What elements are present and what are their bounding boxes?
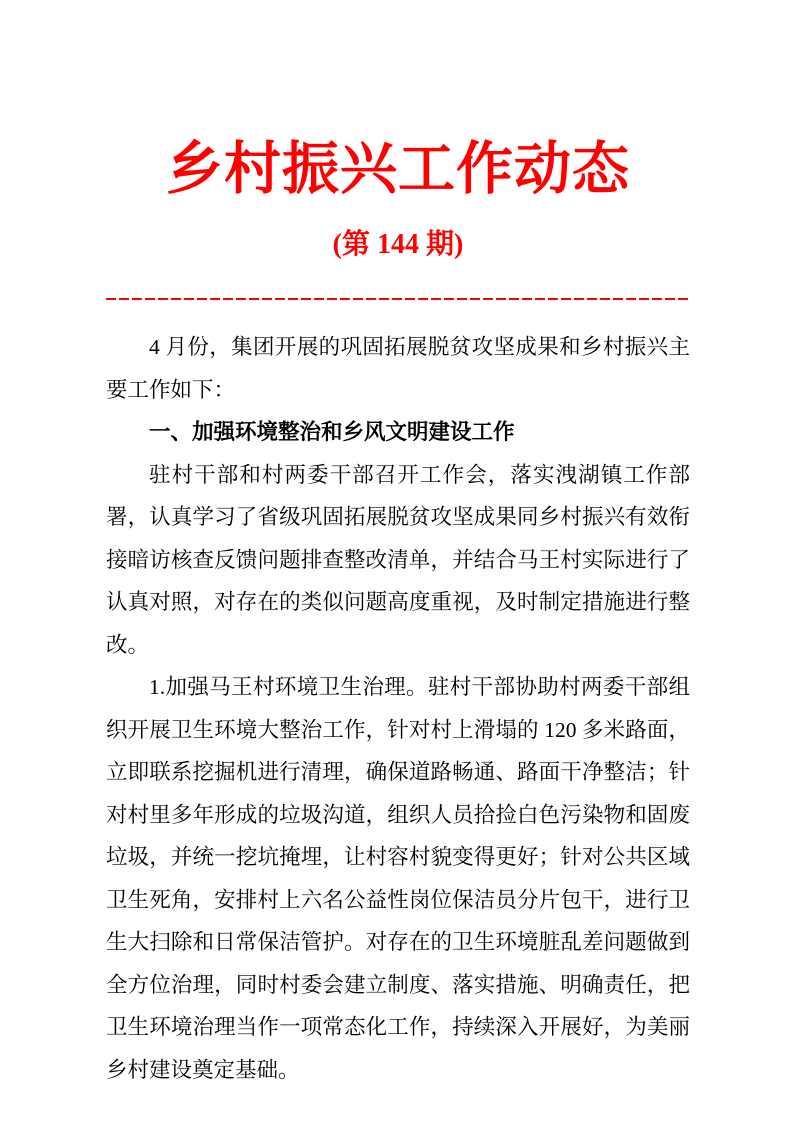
red-dashed-divider bbox=[106, 298, 690, 300]
issue-number-label: (第 144 期) bbox=[332, 229, 464, 260]
intro-paragraph: 4 月份，集团开展的巩固拓展脱贫攻坚成果和乡村振兴主要工作如下： bbox=[106, 335, 690, 402]
document-body bbox=[106, 326, 690, 1091]
body-paragraph-1: 驻村干部和村两委干部召开工作会，落实洩湖镇工作部署，认真学习了省级巩固拓展脱贫攻坚成果同乡村振兴有效衔接暗访核查反馈问题排查整改清单，并结合马王村实际进行了认真对照，对存在的类似问题高度重视，及时制定措施进行整改。 bbox=[106, 462, 690, 657]
document-title: 乡村振兴工作动态 bbox=[166, 138, 630, 201]
section-heading-1: 一、加强环境整治和乡风文明建设工作 bbox=[149, 420, 515, 444]
body-paragraph-2: 1.加强马王村环境卫生治理。驻村干部协助村两委干部组织开展卫生环境大整治工作，针对村上滑塌的 120 多米路面，立即联系挖掘机进行清理，确保道路畅通、路面干净整洁；针对村里多年形成的垃圾沟道，组织人员拾捡白色污染物和固废垃圾，并统一挖坑掩埋，让村容村貌变得更好；针对公共区域卫生死角，安排村上六名公益性岗位保洁员分片包干，进行卫生大扫除和日常保洁管护。对存在的卫生环境脏乱差问题做到全方位治理，同时村委会建立制度、落实措施、明确责任，把卫生环境治理当作一项常态化工作，持续深入开展好，为美丽乡村建设奠定基础。 bbox=[106, 675, 690, 1082]
